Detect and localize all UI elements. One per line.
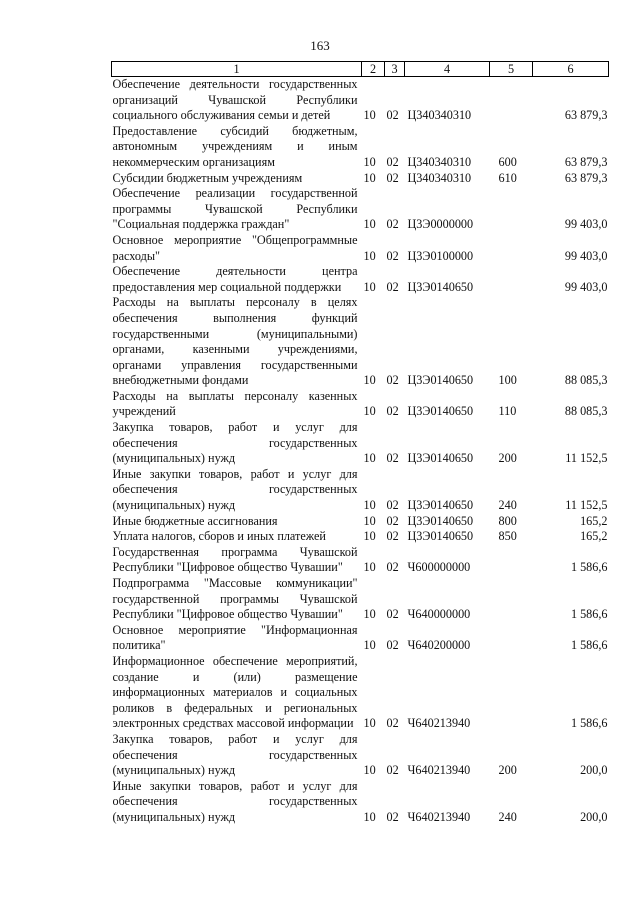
row-amount: 200,0 (580, 763, 608, 778)
row-name: Иные бюджетные ассигнования (112, 513, 278, 528)
row-section: 10 (363, 108, 376, 123)
row-subsection: 02 (386, 154, 399, 169)
row-subsection: 02 (386, 809, 399, 824)
table-row (112, 529, 609, 545)
row-target-article: Ц3Э0000000 (407, 217, 474, 232)
row-subsection: 02 (386, 248, 399, 263)
column-number-row (112, 62, 609, 77)
row-target-article: Ч640213940 (407, 809, 471, 824)
row-target-article: Ч640200000 (407, 638, 471, 653)
row-section: 10 (363, 763, 376, 778)
row-section: 10 (363, 170, 376, 185)
row-amount: 99 403,0 (564, 217, 608, 232)
row-name: Обеспечение деятельности центра предоставления мер социальной поддержки (112, 264, 358, 294)
row-amount: 1 586,6 (570, 638, 608, 653)
row-section: 10 (363, 451, 376, 466)
row-subsection: 02 (386, 279, 399, 294)
row-amount: 200,0 (580, 809, 608, 824)
row-subsection: 02 (386, 513, 399, 528)
row-amount: 63 879,3 (564, 154, 608, 169)
row-name: Закупка товаров, работ и услуг для обеспечения государственных (муниципальных) нужд (112, 420, 358, 466)
row-subsection: 02 (386, 451, 399, 466)
row-expense-type: 240 (498, 809, 517, 824)
row-section: 10 (363, 404, 376, 419)
row-target-article: Ц3Э0140650 (407, 451, 474, 466)
row-subsection: 02 (386, 404, 399, 419)
table-row (112, 264, 609, 295)
row-subsection: 02 (386, 607, 399, 622)
table-row (112, 623, 609, 654)
row-subsection: 02 (386, 716, 399, 731)
budget-table (111, 61, 609, 826)
row-amount: 1 586,6 (570, 716, 608, 731)
row-name: Государственная программа Чувашской Республики "Цифровое общество Чувашии" (112, 544, 358, 575)
column-header-amount: 6 (533, 62, 609, 77)
table-row (112, 186, 609, 233)
row-amount: 99 403,0 (564, 279, 608, 294)
row-expense-type: 610 (498, 170, 517, 185)
row-target-article: Ц340340310 (407, 154, 472, 169)
row-amount: 11 152,5 (565, 451, 608, 466)
row-expense-type: 110 (498, 404, 517, 419)
row-expense-type (490, 233, 533, 264)
row-expense-type (490, 264, 533, 295)
page-number: 163 (310, 38, 330, 53)
row-target-article: Ц3Э0140650 (407, 279, 474, 294)
row-subsection: 02 (386, 529, 399, 544)
row-expense-type (490, 545, 533, 576)
row-expense-type: 600 (498, 154, 517, 169)
row-name: Расходы на выплаты персоналу казенных учреждений (112, 388, 358, 419)
row-expense-type (490, 186, 533, 233)
table-row (112, 124, 609, 171)
row-name: Иные закупки товаров, работ и услуг для обеспечения государственных (муниципальных) нужд (112, 466, 358, 513)
table-row (112, 420, 609, 467)
row-name: Расходы на выплаты персоналу в целях обеспечения выполнения функций государственными (муниципальными) органами, казенными учреждениями, органами управления государственными внебюджетными фондами (112, 295, 358, 388)
table-row (112, 389, 609, 420)
row-amount: 165,2 (580, 513, 608, 528)
row-name: Основное мероприятие "Информационная политика" (112, 622, 358, 653)
table-row (112, 576, 609, 623)
row-amount: 63 879,3 (564, 170, 608, 185)
table-row (112, 514, 609, 530)
row-target-article: Ц3Э0140650 (407, 498, 474, 513)
row-amount: 88 085,3 (564, 373, 608, 388)
row-name: Обеспечение деятельности государственных организаций Чувашской Республики социального обслуживания семьи и детей (112, 77, 358, 123)
row-target-article: Ч640000000 (407, 607, 471, 622)
column-header-subsection: 3 (385, 62, 405, 77)
row-expense-type (490, 77, 533, 124)
row-subsection: 02 (386, 560, 399, 575)
row-name: Закупка товаров, работ и услуг для обеспечения государственных (муниципальных) нужд (112, 731, 358, 778)
row-target-article: Ц3Э0100000 (407, 248, 474, 263)
row-section: 10 (363, 279, 376, 294)
row-section: 10 (363, 513, 376, 528)
row-expense-type: 200 (498, 763, 517, 778)
column-header-name: 1 (112, 62, 362, 77)
row-section: 10 (363, 248, 376, 263)
table-row (112, 732, 609, 779)
column-header-section: 2 (362, 62, 385, 77)
row-section: 10 (363, 373, 376, 388)
row-section: 10 (363, 638, 376, 653)
table-row (112, 779, 609, 826)
row-expense-type (490, 623, 533, 654)
row-amount: 11 152,5 (565, 498, 608, 513)
row-expense-type: 850 (498, 529, 517, 544)
row-target-article: Ч640213940 (407, 716, 471, 731)
row-name: Уплата налогов, сборов и иных платежей (112, 529, 326, 544)
table-row (112, 295, 609, 389)
row-amount: 88 085,3 (564, 404, 608, 419)
row-amount: 63 879,3 (564, 108, 608, 123)
row-name: Субсидии бюджетным учреждениям (112, 170, 303, 185)
row-expense-type: 100 (498, 373, 517, 388)
table-row (112, 654, 609, 732)
row-section: 10 (363, 809, 376, 824)
row-name: Информационное обеспечение мероприятий, создание и (или) размещение информационных материалов и социальных роликов в федеральных и региональных электронных средствах массовой информации (112, 653, 358, 731)
row-section: 10 (363, 607, 376, 622)
row-name: Подпрограмма "Массовые коммуникации" государственной программы Чувашской Республики "Цифровое общество Чувашии" (112, 576, 358, 622)
column-header-target-article: 4 (405, 62, 490, 77)
row-amount: 165,2 (580, 529, 608, 544)
row-name: Основное мероприятие "Общепрограммные расходы" (112, 232, 358, 263)
row-amount: 1 586,6 (570, 560, 608, 575)
row-target-article: Ц340340310 (407, 108, 472, 123)
row-amount: 99 403,0 (564, 248, 608, 263)
row-section: 10 (363, 529, 376, 544)
row-subsection: 02 (386, 638, 399, 653)
row-amount: 1 586,6 (570, 607, 608, 622)
table-row (112, 171, 609, 187)
column-header-expense-type: 5 (490, 62, 533, 77)
row-target-article: Ц3Э0140650 (407, 373, 474, 388)
row-expense-type (490, 576, 533, 623)
row-name: Иные закупки товаров, работ и услуг для обеспечения государственных (муниципальных) нужд (112, 778, 358, 824)
row-section: 10 (363, 498, 376, 513)
row-target-article: Ц3Э0140650 (407, 529, 474, 544)
row-expense-type (490, 654, 533, 732)
row-subsection: 02 (386, 498, 399, 513)
row-name: Обеспечение реализации государственной программы Чувашской Республики "Социальная поддержка граждан" (112, 186, 358, 232)
row-section: 10 (363, 154, 376, 169)
row-target-article: Ц3Э0140650 (407, 404, 474, 419)
row-subsection: 02 (386, 763, 399, 778)
row-target-article: Ч640213940 (407, 763, 471, 778)
row-section: 10 (363, 560, 376, 575)
row-expense-type: 240 (498, 498, 517, 513)
row-subsection: 02 (386, 108, 399, 123)
table-row (112, 233, 609, 264)
row-target-article: Ч600000000 (407, 560, 471, 575)
row-target-article: Ц3Э0140650 (407, 513, 474, 528)
row-expense-type: 200 (498, 451, 517, 466)
row-subsection: 02 (386, 217, 399, 232)
row-target-article: Ц340340310 (407, 170, 472, 185)
table-row (112, 77, 609, 124)
table-row (112, 467, 609, 514)
table-row (112, 545, 609, 576)
row-subsection: 02 (386, 373, 399, 388)
row-expense-type: 800 (498, 513, 517, 528)
row-section: 10 (363, 217, 376, 232)
row-subsection: 02 (386, 170, 399, 185)
row-section: 10 (363, 716, 376, 731)
row-name: Предоставление субсидий бюджетным, автономным учреждениям и иным некоммерческим организациям (112, 123, 358, 169)
